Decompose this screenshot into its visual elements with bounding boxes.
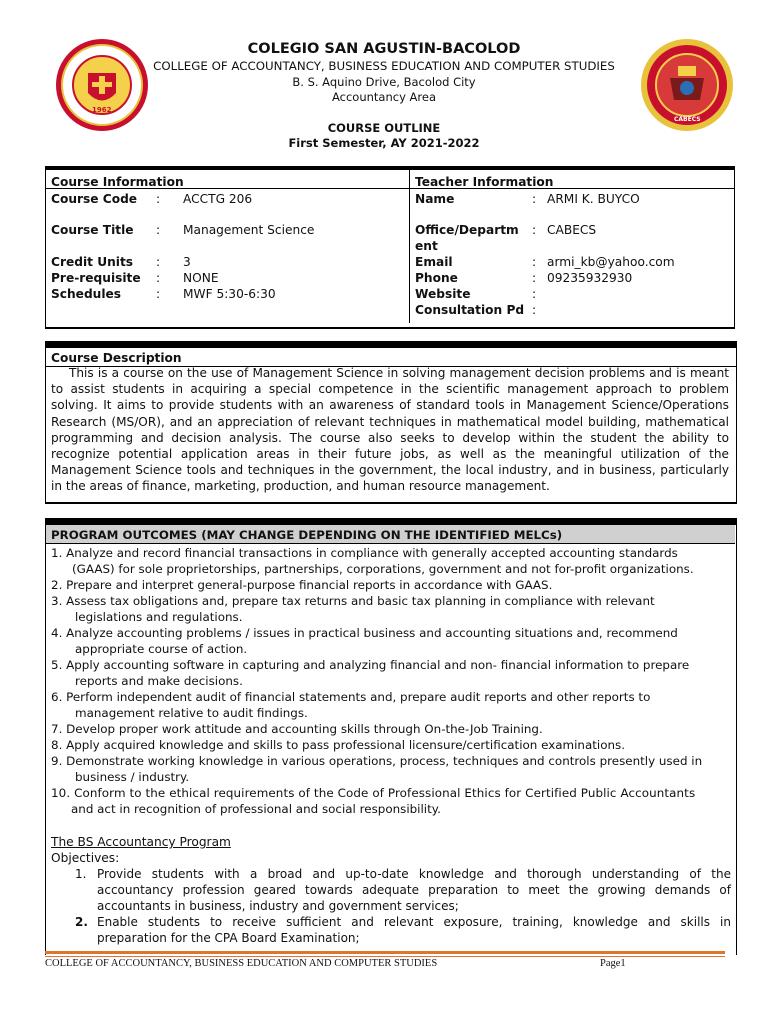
program-outcomes-heading: PROGRAM OUTCOMES (MAY CHANGE DEPENDING ON THE IDENTIFIED MELCs)	[51, 528, 563, 542]
colon: :	[156, 223, 161, 237]
prerequisite-label: Pre-requisite	[51, 271, 141, 285]
credit-units-value: 3	[183, 255, 191, 269]
colon: :	[532, 255, 537, 269]
phone-value: 09235932930	[547, 271, 633, 285]
page-number: Page1	[600, 958, 626, 969]
colon: :	[156, 271, 161, 285]
semester-label: First Semester, AY 2021-2022	[288, 136, 480, 150]
right-seal-label: CABECS	[674, 116, 701, 123]
school-name: COLEGIO SAN AGUSTIN-BACOLOD	[247, 41, 521, 57]
info-divider	[409, 170, 410, 323]
schedules-label: Schedules	[51, 287, 122, 301]
outcome-item: 10. Conform to the ethical requirements of the Code of Professional Ethics for Certified Public Accountants and act in recognition of professional and social responsibility.	[51, 786, 696, 816]
website-label: Website	[415, 287, 471, 301]
objectives-label: Objectives:	[51, 851, 120, 865]
course-description-text: This is a course on the use of Management Science in solving management decision problems and is meant to assist students in acquiring a special competence in the scientific management approach to problem solving. It aims to provide students with an awareness of standard tools in Management Science/Operations Research (MS/OR), and an appreciation of relevant techniques in mathematical model building, mathematical programming and decision analysis. The course also seeks to develop within the student the ability to recognize potential application areas in their future jobs, as well as the meaningful utilization of the Management Science tools and techniques in the government, the local industry, and in business, particularly in the areas of finance, marketing, production, and human resource management.	[51, 366, 729, 494]
colon: :	[532, 271, 537, 285]
outcome-item: 9. Demonstrate working knowledge in various operations, process, techniques and controls presently used in business / industry.	[51, 754, 703, 784]
course-title-value: Management Science	[183, 223, 315, 237]
footer-college-name: COLLEGE OF ACCOUNTANCY, BUSINESS EDUCATION AND COMPUTER STUDIES	[45, 958, 438, 969]
teacher-name-label: Name	[415, 192, 455, 206]
email-label: Email	[415, 255, 453, 269]
outcome-item: 1. Analyze and record financial transactions in compliance with generally accepted accounting standards (GAAS) for sole proprietorships, partnerships, corporations, government and not for-profit organizations.	[51, 546, 694, 576]
schedules-value: MWF 5:30-6:30	[183, 287, 276, 301]
address: B. S. Aquino Drive, Bacolod City	[292, 75, 476, 89]
office-label: Office/Departm ent	[415, 223, 519, 253]
outcome-item: 5. Apply accounting software in capturing and analyzing financial and non- financial information to prepare reports and make decisions.	[51, 658, 690, 688]
consultation-label: Consultation Pd	[415, 303, 525, 317]
outcome-item: 3. Assess tax obligations and, prepare tax returns and basic tax planning in compliance with relevant legislations and regulations.	[51, 594, 655, 624]
outcome-item: 7. Develop proper work attitude and accounting skills through On-the-Job Training.	[51, 722, 543, 736]
objective-item: 1. Provide students with a broad and up-to-date knowledge and thorough understanding of the accountancy profession geared towards adequate preparation to meet the growing demands of accountants in business, industry and government services;	[75, 867, 731, 913]
college-name: COLLEGE OF ACCOUNTANCY, BUSINESS EDUCATION AND COMPUTER STUDIES	[153, 59, 615, 73]
colon: :	[532, 303, 537, 317]
outcome-item: 6. Perform independent audit of financial statements and, prepare audit reports and other reports to management relative to audit findings.	[51, 690, 651, 720]
colon: :	[532, 192, 537, 206]
course-description-heading: Course Description	[51, 351, 182, 365]
course-code-label: Course Code	[51, 192, 138, 206]
objectives-list	[51, 866, 731, 946]
colon: :	[156, 192, 161, 206]
email-value: armi_kb@yahoo.com	[547, 255, 675, 269]
phone-label: Phone	[415, 271, 458, 285]
footer-rule-thin	[45, 956, 725, 957]
credit-units-label: Credit Units	[51, 255, 134, 269]
left-seal-year: 1962	[92, 106, 112, 114]
teacher-info-heading: Teacher Information	[415, 175, 554, 189]
objective-number: 2.	[75, 915, 88, 929]
outcome-item: 4. Analyze accounting problems / issues in practical business and accounting situations and, recommend appropriate course of action.	[51, 626, 678, 656]
course-info-heading: Course Information	[51, 175, 184, 189]
colon: :	[532, 223, 537, 237]
area-name: Accountancy Area	[331, 90, 437, 104]
outcome-item: 8. Apply acquired knowledge and skills to pass professional licensure/certification examinations.	[51, 738, 625, 752]
objective-item: 2. Enable students to receive sufficient and relevant exposure, training, knowledge and skills in preparation for the CPA Board Examination;	[75, 915, 731, 945]
program-title: The BS Accountancy Program	[51, 835, 231, 849]
document-title: COURSE OUTLINE	[327, 121, 441, 135]
objective-number: 1.	[75, 867, 87, 881]
outcome-item: 2. Prepare and interpret general-purpose financial reports in accordance with GAAS.	[51, 578, 553, 592]
colon: :	[156, 255, 161, 269]
colon: :	[156, 287, 161, 301]
program-outcomes-list	[51, 545, 731, 817]
teacher-name-value: ARMI K. BUYCO	[547, 192, 640, 206]
course-title-label: Course Title	[51, 223, 134, 237]
office-value: CABECS	[547, 223, 597, 237]
prerequisite-value: NONE	[183, 271, 219, 285]
colon: :	[532, 287, 537, 301]
course-code-value: ACCTG 206	[183, 192, 253, 206]
footer-rule-thick	[45, 951, 725, 954]
